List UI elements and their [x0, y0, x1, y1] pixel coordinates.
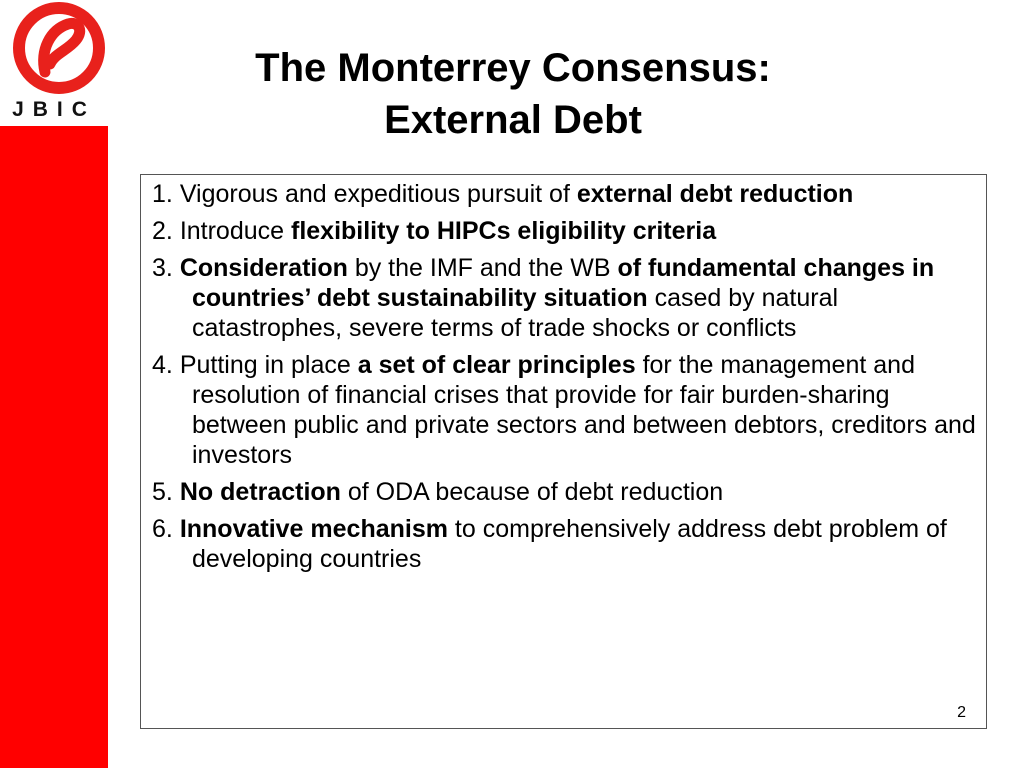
item-text-bold: flexibility to HIPCs eligibility criteria	[291, 217, 717, 245]
item-text-bold: a set of clear principles	[357, 351, 636, 379]
list-item	[152, 514, 976, 574]
item-number: 2.	[152, 217, 173, 245]
item-text: Putting in place	[179, 351, 358, 379]
list-item	[152, 216, 976, 246]
item-number: 3.	[152, 254, 173, 282]
content-box	[140, 174, 987, 729]
item-text: to comprehensively address debt problem of developing countries	[192, 515, 947, 573]
item-number: 6.	[152, 515, 173, 543]
item-text-bold: Consideration	[179, 254, 348, 282]
item-text: for the management and resolution of financial crises that provide for fair burden-sharing between public and private sectors and between debtors, creditors and investors	[192, 351, 976, 469]
item-text-bold: external debt reduction	[576, 180, 854, 208]
slide-title	[110, 42, 916, 146]
list-item	[152, 179, 976, 209]
item-number: 4.	[152, 351, 173, 379]
logo-text: JBIC	[12, 98, 96, 121]
item-number: 1.	[152, 180, 173, 208]
page-number: 2	[957, 704, 966, 721]
side-red-bar	[0, 126, 108, 768]
item-list	[152, 179, 976, 574]
item-text: by the IMF and the WB	[347, 254, 618, 282]
item-text: Vigorous and expeditious pursuit of	[179, 180, 577, 208]
item-text: of ODA because of debt reduction	[340, 478, 724, 506]
item-number: 5.	[152, 478, 173, 506]
item-text-bold: Innovative mechanism	[179, 515, 448, 543]
title-line-1: The Monterrey Consensus:	[255, 46, 771, 90]
list-item	[152, 477, 976, 507]
logo-emblem-icon	[10, 0, 108, 98]
item-text: cased by natural catastrophes, severe terms of trade shocks or conflicts	[192, 284, 839, 342]
title-line-2: External Debt	[384, 98, 642, 142]
item-text-bold: No detraction	[179, 478, 341, 506]
list-item	[152, 350, 976, 470]
list-item	[152, 253, 976, 343]
item-text: Introduce	[179, 217, 291, 245]
item-text-bold: of fundamental changes in countries’ debt sustainability situation	[192, 254, 935, 312]
